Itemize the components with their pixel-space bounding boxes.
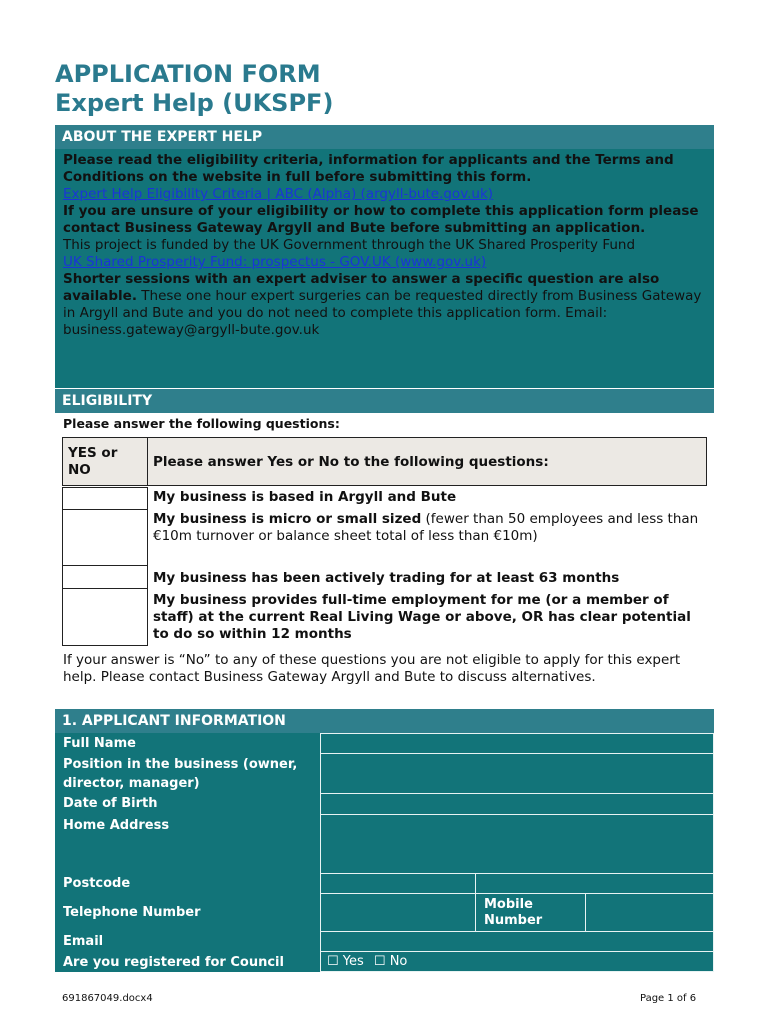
footer-page-number: Page 1 of 6 xyxy=(640,993,697,1004)
mobile-label: Mobile Number xyxy=(484,897,543,928)
about-section-body xyxy=(55,149,714,388)
question-3: My business has been actively trading for at least 63 months xyxy=(153,570,620,586)
page-title xyxy=(55,60,333,118)
answer-cell-q4[interactable] xyxy=(62,588,148,646)
answer-cell-q2[interactable] xyxy=(62,509,148,566)
full-name-field[interactable] xyxy=(320,733,714,754)
telephone-label: Telephone Number xyxy=(63,905,201,920)
shorter-sessions-rest: These one hour expert surgeries can be requested directly from Business Gateway in Argyll and Bute and you do not need to complete this application form. Email: business.gateway@argyll-bute.gov.uk xyxy=(63,288,702,338)
applicant-info-section xyxy=(55,733,714,972)
question-1: My business is based in Argyll and Bute xyxy=(153,489,457,505)
council-label: Are you registered for Council xyxy=(63,955,284,970)
applicant-info-heading: 1. APPLICANT INFORMATION xyxy=(55,709,714,733)
telephone-field[interactable] xyxy=(320,893,476,932)
shorter-sessions-bold: Shorter sessions with an expert adviser to answer a specific question are also available. xyxy=(63,271,660,304)
header-question: Please answer Yes or No to the following questions: xyxy=(153,454,549,470)
eligibility-table xyxy=(62,437,707,646)
header-yes-no: YES or NO xyxy=(68,445,118,478)
ukspf-prospectus-link[interactable]: UK Shared Prosperity Fund: prospectus - GOV.UK (www.gov.uk) xyxy=(63,254,487,270)
postcode-blank-cell xyxy=(475,873,714,894)
postcode-label: Postcode xyxy=(63,876,131,891)
full-name-label: Full Name xyxy=(63,736,136,751)
header-yes-no-cell xyxy=(62,437,148,486)
question-4: My business provides full-time employment for me (or a member of staff) at the current Real Living Wage or above, OR has clear potential to do so within 12 months xyxy=(153,592,691,642)
email-label: Email xyxy=(63,934,104,949)
about-intro: Please read the eligibility criteria, information for applicants and the Terms and Conditions on the website in full before submitting this form. xyxy=(63,152,674,185)
email-field[interactable] xyxy=(320,931,714,952)
title-line-2: Expert Help (UKSPF) xyxy=(55,89,334,117)
position-field[interactable] xyxy=(320,753,714,794)
mobile-label-cell xyxy=(475,893,586,932)
footer-filename: 691867049.docx4 xyxy=(62,993,153,1004)
eligibility-heading: ELIGIBILITY xyxy=(55,389,714,413)
question-2-bold: My business is micro or small sized xyxy=(153,511,422,527)
answer-cell-q1[interactable] xyxy=(62,487,148,510)
title-line-1: APPLICATION FORM xyxy=(55,60,321,88)
funding-note: This project is funded by the UK Government through the UK Shared Prosperity Fund xyxy=(63,237,636,253)
position-label: Position in the business (owner, director, manager) xyxy=(63,757,298,791)
home-address-field[interactable] xyxy=(320,814,714,874)
council-yes-checkbox[interactable]: ☐ Yes xyxy=(327,954,364,969)
about-contact-note: If you are unsure of your eligibility or how to complete this application form please contact Business Gateway Argyll and Bute before submitting an application. xyxy=(63,203,699,236)
postcode-field[interactable] xyxy=(320,873,476,894)
question-2-rest: (fewer than 50 employees and less than €10m turnover or balance sheet total of less than €10m) xyxy=(153,511,699,544)
council-no-checkbox[interactable]: ☐ No xyxy=(373,954,408,969)
answer-cell-q3[interactable] xyxy=(62,565,148,589)
home-address-label: Home Address xyxy=(63,818,170,833)
eligibility-note: If your answer is “No” to any of these questions you are not eligible to apply for this expert help. Please contact Business Gateway Argyll and Bute to discuss alternatives. xyxy=(63,652,681,685)
dob-field[interactable] xyxy=(320,793,714,815)
question-2 xyxy=(153,511,701,545)
council-options xyxy=(327,954,407,969)
about-section-heading: ABOUT THE EXPERT HELP xyxy=(55,125,714,149)
shorter-sessions-note xyxy=(63,271,706,339)
header-question-cell xyxy=(147,437,707,486)
eligibility-criteria-link[interactable]: Expert Help Eligibility Criteria | ABC (Alpha) (argyll-bute.gov.uk) xyxy=(63,186,494,202)
mobile-field[interactable] xyxy=(585,893,714,932)
dob-label: Date of Birth xyxy=(63,796,158,811)
eligibility-subheading: Please answer the following questions: xyxy=(63,416,340,431)
